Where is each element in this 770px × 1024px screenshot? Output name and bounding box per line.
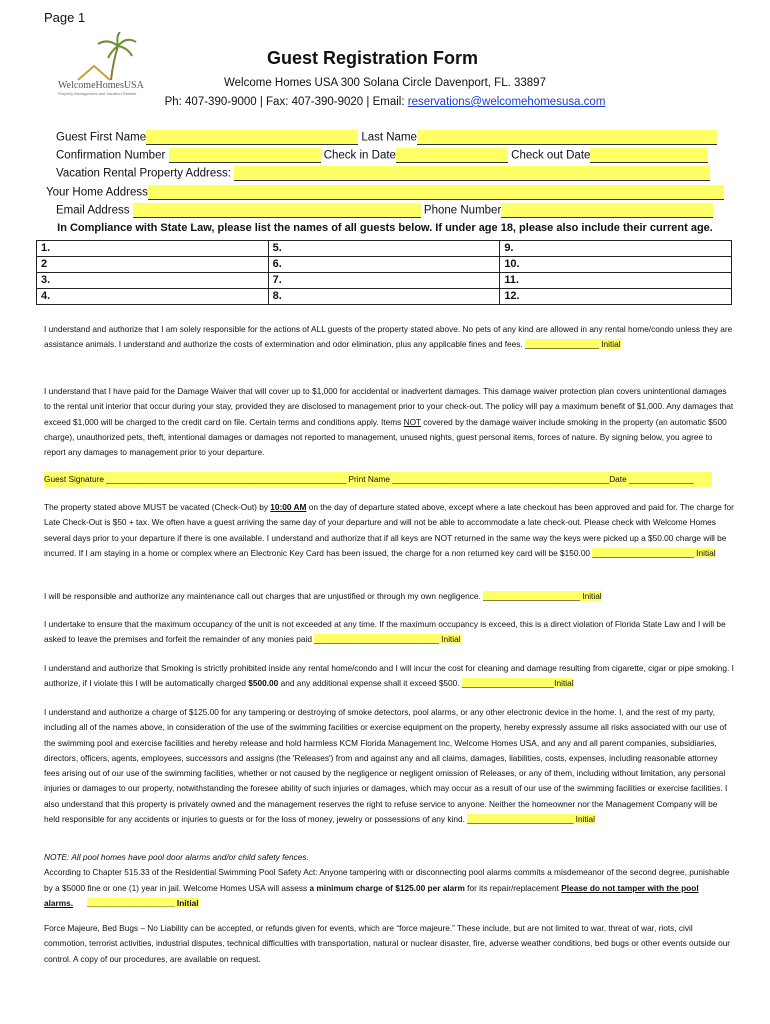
compliance-note: In Compliance with State Law, please list the names of all guests below. If under age 18, please also include their current age. — [57, 222, 713, 234]
first-name-label: Guest First Name — [56, 131, 147, 144]
last-name-label: Last Name — [361, 131, 417, 144]
liability-initial-field[interactable]: _______________________ Initial — [467, 814, 596, 825]
guest-cell[interactable]: 5. — [268, 241, 500, 257]
email-link[interactable]: reservations@welcomehomesusa.com — [407, 96, 606, 108]
contact-phone-fax: Ph: 407-390-9000 | Fax: 407-390-9020 | Email: — [164, 96, 408, 108]
email-label: Email Address — [56, 204, 130, 217]
guest-cell[interactable]: 8. — [268, 289, 500, 305]
guest-cell[interactable]: 3. — [37, 273, 269, 289]
logo-text: WelcomeHomesUSA — [58, 80, 144, 91]
guest-cell[interactable]: 4. — [37, 289, 269, 305]
property-address-field[interactable] — [234, 166, 710, 181]
table-row — [37, 289, 732, 305]
damage-waiver-text-b: covered by the damage waiver include smoking in the property (an automatic $500 charge), unauthorized pets, theft, intentional damages or damages not reported to management, unused nights, guest personal items, forces of nature. By signing below, you agree to report any damages to management prior to your departure. — [44, 416, 727, 458]
smoking-text-b: and any additional expense shall it exceed $500. — [278, 678, 462, 689]
guest-cell[interactable]: 12. — [500, 289, 732, 305]
phone-label: Phone Number — [423, 204, 502, 217]
guest-cell[interactable]: 1. — [37, 241, 269, 257]
checkout-label: Check out Date — [511, 149, 591, 162]
smoking-initial-field[interactable]: ____________________Initial — [461, 678, 574, 689]
guest-cell[interactable]: 7. — [268, 273, 500, 289]
pool-initial-field[interactable]: ___________________ Initial — [86, 897, 199, 908]
maintenance-text: I will be responsible and authorize any maintenance call out charges that are unjustified or through my own negligence. — [44, 591, 484, 601]
checkout-text-b: on the day of departure stated above, except where a late checkout has been approved and paid for. The charge for Late Check-Out is $50 + tax. We often have a guest arriving the same day of your departure and will not be able to accommodate a late check-out. Please check with Welcome Homes several days prior to your departure if there is one available. I understand and authorize that if all keys are NOT returned in the same way the keys were picked up a $50.00 charge will be incurred. If I am staying in a home or complex where an Electronic Key Card has been issued, the charge for a non returned key card will be $150.00 — [44, 502, 734, 558]
smoking-clause — [44, 661, 734, 692]
home-address-field[interactable] — [148, 185, 724, 200]
home-address-row — [46, 185, 724, 200]
pets-initial-field[interactable]: ________________ Initial — [525, 339, 621, 350]
company-contact — [0, 96, 770, 108]
guest-cell[interactable]: 9. — [500, 241, 732, 257]
pool-text-b: for its repair/replacement — [464, 882, 562, 893]
checkout-field[interactable] — [590, 148, 708, 163]
checkin-label: Check in Date — [323, 149, 396, 162]
pool-text-a: According to Chapter 515.33 of the Residential Swimming Pool Safety Act: Anyone tampering with or disconnecting pool alarms commits a misdemeanor of the second degree, punishable by a $5000 fine or one (1) year in jail. Welcome Homes USA will assess — [44, 867, 730, 893]
form-title: Guest Registration Form — [266, 48, 479, 68]
smoking-text-a: I understand and authorize that Smoking is strictly prohibited inside any rental home/condo and I will incur the cost for cleaning and damage resulting from cigarette, cigar or pipe smoking. I authorize, if I violate this I will be automatically charged — [44, 663, 734, 689]
name-row — [56, 130, 717, 145]
guest-list-table — [36, 240, 732, 305]
occupancy-clause — [44, 617, 734, 648]
property-address-label: Vacation Rental Property Address: — [56, 167, 231, 180]
signature-row — [44, 472, 734, 487]
last-name-field[interactable] — [417, 130, 717, 145]
email-field[interactable] — [133, 203, 421, 218]
confirmation-label: Confirmation Number — [56, 149, 166, 162]
guest-cell[interactable]: 10. — [500, 257, 732, 273]
checkout-clause — [44, 500, 734, 561]
company-address: Welcome Homes USA 300 Solana Circle Davenport, FL. 33897 — [224, 77, 546, 89]
force-majeure-text: Force Majeure, Bed Bugs – No Liability can be accepted, or refunds given for events, which are “force majeure.” These include, but are not limited to war, threat of war, riots, civil commotion, terrorist activities, industrial disputes, technical difficulties with transportation, natural or nuclear disaster, fire, adverse weather conditions, bed bugs or other events outside our control. A copy of our procedures, are available on request. — [44, 923, 731, 964]
checkout-text-a: The property stated above MUST be vacated (Check-Out) by — [44, 502, 271, 512]
checkout-initial-field[interactable]: ______________________ Initial — [592, 547, 716, 558]
force-majeure-clause — [44, 921, 734, 967]
table-row — [37, 241, 732, 257]
page-number: Page 1 — [44, 10, 86, 25]
smoking-amount: $500.00 — [248, 678, 279, 689]
pool-no-tamper: Please do not tamper with the pool alarms. — [44, 882, 699, 908]
damage-waiver-not: NOT — [403, 416, 421, 427]
damage-waiver-clause — [44, 384, 734, 460]
pets-text: I understand and authorize that I am solely responsible for the actions of ALL guests of the property stated above. No pets of any kind are allowed in any rental home/condo unless they are assistance animals. I understand and authorize the costs of extermination and odor elimination, plus any applicable fines and fees. — [44, 324, 733, 350]
guest-cell[interactable]: 6. — [268, 257, 500, 273]
liability-text: I understand and authorize a charge of $125.00 for any tampering or destroying of smoke detectors, pool alarms, or any other electronic device in the home. I, and the rest of my party, including all of the names above, in consideration of the use of the swimming facilities or exercise equipment on the property, hereby expressly assume all risks associated with our use of the swimming pool and exercise facilities and hereby release and hold harmless KCM Florida Management Inc, Welcome Homes USA, and any and all parent companies, subsidiaries, directors, officers, agents, employees, successors and assigns (the 'Releases') from and against any and all claims, damages, liabilities, costs, expenses, including reasonable attorney fees arising out of our use of the swimming facilities, whether or not caused by the negligence or negligent omission of Releases, or any of them, including without limitation, any personal injuries or damages to our property, notwithstanding the foresee ability of such injuries or damages, which may occur as a result of our use of the swimming facilities or exercise facilities. I also understand that this property is privately owned and the management reserves the right to refuse service to anyone. Neither the homeowner nor the Management Company will be held responsible for any accidents or injuries to guests or for the loss of money, jewelry or possessions of any kind. — [44, 707, 728, 825]
logo-tagline: Property Management and Vacation Rentals — [58, 91, 137, 96]
table-row — [37, 273, 732, 289]
guest-cell[interactable]: 11. — [500, 273, 732, 289]
occupancy-initial-field[interactable]: ___________________________ Initial — [314, 634, 461, 645]
checkout-time: 10:00 AM — [270, 502, 307, 512]
email-phone-row — [56, 203, 713, 218]
damage-waiver-text-a: I understand that I have paid for the Damage Waiver that will cover up to $1,000 for accidental or inadvertent damages. This damage waiver protection plan covers unintentional damages to the rental unit interior that occur during your stay, provided they are disclosed to management prior to your check-out. The policy will pay a maximum benefit of $1,000. Any damages that exceed $1,000 will be charged to the credit card on file. Certain terms and conditions apply. Items — [44, 386, 734, 427]
occupancy-text: I undertake to ensure that the maximum occupancy of the unit is not exceeded at any time. If the maximum occupancy is exceed, this is a direct violation of Florida State Law and I will be asked to leave the premises and forfeit the remainder of any monies paid — [44, 619, 726, 645]
pets-clause — [44, 322, 734, 353]
table-row — [37, 257, 732, 273]
phone-field[interactable] — [501, 203, 713, 218]
checkin-field[interactable] — [396, 148, 508, 163]
maintenance-initial-field[interactable]: _____________________ Initial — [483, 591, 602, 601]
property-address-row — [56, 166, 710, 181]
first-name-field[interactable] — [146, 130, 358, 145]
liability-clause — [44, 705, 734, 827]
dates-row — [56, 148, 708, 163]
maintenance-clause — [44, 589, 734, 604]
pool-alarm-clause — [44, 850, 734, 911]
home-address-label: Your Home Address — [46, 186, 148, 199]
pool-note: NOTE: All pool homes have pool door alarms and/or child safety fences. — [44, 852, 309, 862]
confirmation-field[interactable] — [169, 148, 321, 163]
pool-minimum-charge: a minimum charge of $125.00 per alarm — [309, 882, 465, 893]
guest-cell[interactable]: 2 — [37, 257, 269, 273]
signature-line-field[interactable]: Guest Signature ____________________________________________________ Print Name _______________________________________________Date ______________ — [44, 472, 712, 487]
